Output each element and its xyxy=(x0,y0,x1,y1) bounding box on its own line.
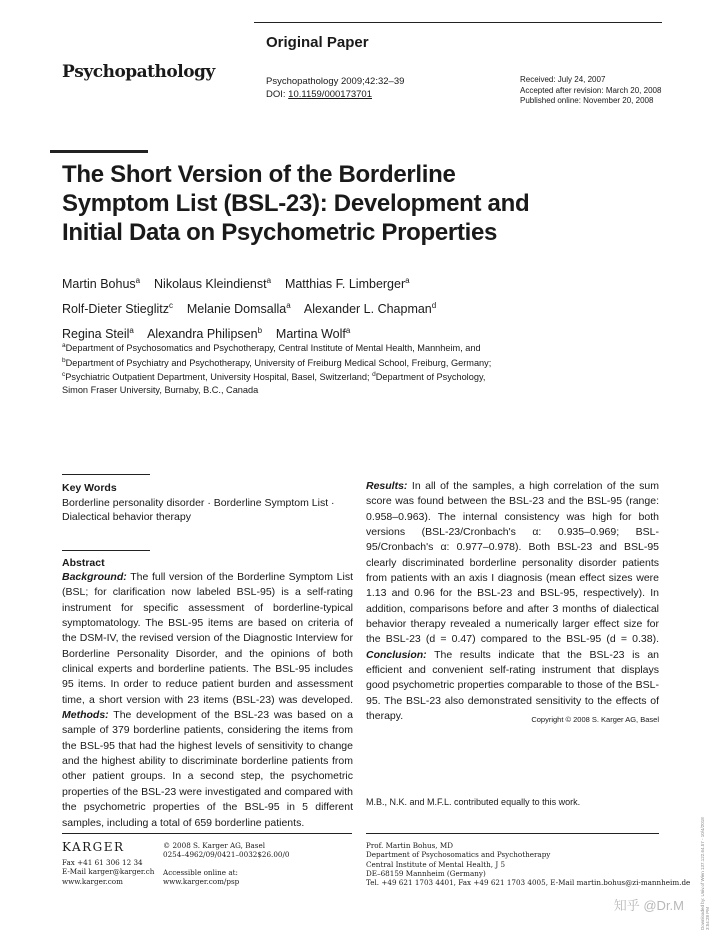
background-label: Background: xyxy=(62,571,127,583)
contribution-note: M.B., N.K. and M.F.L. contributed equally to this work. xyxy=(366,797,581,807)
citation: Psychopathology 2009;42:32–39 xyxy=(266,76,405,87)
download-side-note: Downloaded by: Univ.of Wien 137.122.64.57 - 10/4/2018 3:54:28 PM xyxy=(700,817,710,930)
correspondence-contact: Tel. +49 621 1703 4401, Fax +49 621 1703 4005, E-Mail martin.bohus@zi-mannheim.de xyxy=(366,878,691,888)
section-label: Original Paper xyxy=(266,34,369,51)
author: Regina Steil$^a$ xyxy=(62,326,134,342)
published-date: Published online: November 20, 2008 xyxy=(520,96,654,105)
publication-dates xyxy=(520,75,661,107)
copyright-info: © 2008 S. Karger AG, Basel 0254–4962/09/0421–0032$26.00/0 Accessible online at: www.karger.com/psp xyxy=(163,841,290,886)
affiliation-cd: $^c$Psychiatric Outpatient Department, University Hospital, Basel, Switzerland; $^d$Department of Psychology, xyxy=(62,371,486,383)
author: Nikolaus Kleindienst$^a$ xyxy=(154,276,272,292)
author: Martin Bohus$^a$ xyxy=(62,276,141,292)
watermark: 知乎 @Dr.M xyxy=(613,898,684,913)
footer-rule-right xyxy=(366,833,659,834)
author: Matthias F. Limberger$^a$ xyxy=(284,276,410,292)
affiliation-d-cont: Simon Fraser University, Burnaby, B.C., Canada xyxy=(62,384,259,395)
title-line: The Short Version of the Borderline xyxy=(62,161,456,188)
access-url[interactable]: www.karger.com/psp xyxy=(163,876,240,886)
keywords-heading: Key Words xyxy=(62,482,117,494)
doi-label: DOI: xyxy=(266,89,286,100)
top-rule xyxy=(254,22,662,23)
doi-line xyxy=(266,88,404,101)
background-text: The full version of the Borderline Symptom List (BSL; for clarification now labeled BSL-95) is a self-rating instrument for specific assessment of borderline-typical symptomatology. The BSL-95 items are based on criteria of the DSM-IV, the revised version of the Diagnostic Interview for Borderline Personality Disorder, and the opinions of both clinical experts and borderline patients. The BSL-95 includes 95 items. In order to reduce patient burden and assessment time, a short version with 23 items (BSL-23) was developed. xyxy=(62,571,354,706)
abstract-heading: Abstract xyxy=(62,557,105,569)
author-line xyxy=(62,270,622,295)
citation-block xyxy=(266,75,404,101)
abstract-column-left xyxy=(62,570,354,829)
abstract-rule xyxy=(62,550,150,551)
affiliation-a: $^a$Department of Psychosomatics and Psychotherapy, Central Institute of Mental Health, Mannheim, and xyxy=(62,342,481,354)
conclusion-label: Conclusion: xyxy=(366,648,427,661)
accepted-date: Accepted after revision: March 20, 2008 xyxy=(520,85,662,95)
conclusion-text: The results indicate that the BSL-23 is an efficient and convenient self-rating instrument that displays good psychometric properties comparable to those of the BSL-95. The BSL-23 also demonstrated sensitivity to the effects of therapy. xyxy=(366,648,660,723)
publisher-contact: Fax +41 61 306 12 34 E-Mail karger@karger.ch www.karger.com xyxy=(62,858,155,886)
journal-logo: Psychopathology xyxy=(62,62,215,82)
received-date: Received: July 24, 2007 xyxy=(520,75,606,84)
methods-text: The development of the BSL-23 was based on a sample of 379 borderline patients, considering the items from the BSL-95 that had the highest levels of sensitivity to change and the highest ability to discriminate borderline patients from other patient groups. In a second step, the psychometric properties of the BSL-23 were investigated and compared with the psychometric properties of the BSL-95 in 5 different samples, including a total of 659 borderline patients. xyxy=(62,709,353,829)
title-line: Symptom List (BSL-23): Development and xyxy=(62,190,530,217)
author: Alexandra Philipsen$^b$ xyxy=(147,326,263,342)
author: Melanie Domsalla$^a$ xyxy=(186,301,291,317)
publisher-logo: KARGER xyxy=(62,840,125,854)
author-list xyxy=(62,270,622,345)
author: Alexander L. Chapman$^d$ xyxy=(303,301,437,317)
author: Rolf-Dieter Stieglitz$^c$ xyxy=(62,301,173,317)
author-line xyxy=(62,295,622,320)
title-line: Initial Data on Psychometric Properties xyxy=(62,219,498,246)
article-title xyxy=(62,160,602,247)
abstract-copyright: Copyright © 2008 S. Karger AG, Basel xyxy=(531,714,659,724)
title-rule xyxy=(50,150,148,153)
keywords-rule xyxy=(62,474,150,475)
results-text: In all of the samples, a high correlation of the sum score was found between the BSL-23 and the BSL-95 (range: 0.958–0.963). The internal consistency was high for both versions (BSL-23/Cronbach's α: 0.935–0.969; BSL-95/Cronbach's α: 0.977–0.978). Both BSL-23 and BSL-95 clearly discriminated borderline personality disorder patients from patients with an axis I diagnosis (mean effect sizes were 1.13 and 0.96 for the BSL-23 and BSL-95, respectively). In addition, comparisons before and after 3 months of dialectical behavior therapy revealed a numerically larger effect size for the BSL-23 (d = 0.47) compared to the BSL-95 (d = 0.38). xyxy=(366,480,659,646)
abstract-column-right xyxy=(366,479,659,727)
doi-link[interactable]: 10.1159/000173701 xyxy=(288,89,372,100)
publisher-web[interactable]: www.karger.com xyxy=(62,876,123,886)
methods-label: Methods: xyxy=(62,709,109,722)
footer-rule-left xyxy=(62,833,352,834)
affiliation-b: $^b$Department of Psychiatry and Psychotherapy, University of Freiburg Medical School, Freiburg, Germany; xyxy=(62,356,492,368)
results-label: Results: xyxy=(366,480,408,492)
affiliations xyxy=(62,340,532,396)
author: Martina Wolf$^a$ xyxy=(275,326,351,342)
correspondence: Prof. Martin Bohus, MD Department of Psychosomatics and Psychotherapy Central Institute of Mental Health, J 5 DE–68159 Mannheim (Germany) Tel. +49 621 1703 4401, Fax +49 621 1703 4005, E-Mail martin.bohus@zi-mannheim.de xyxy=(366,841,691,888)
keywords-text: Borderline personality disorder · Borderline Symptom List · Dialectical behavior therapy xyxy=(62,497,335,523)
publisher-email[interactable]: E-Mail karger@karger.ch xyxy=(62,867,155,877)
